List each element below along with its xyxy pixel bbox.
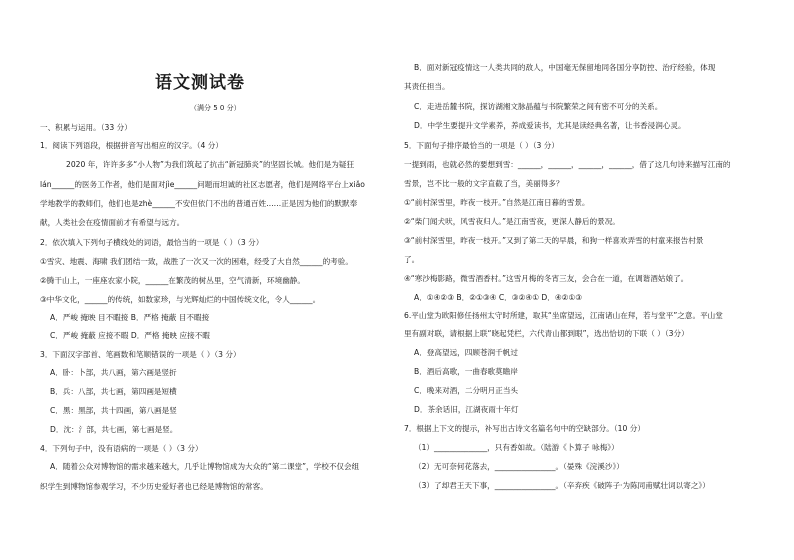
- option-c: C．晚来对酒，二分明月正当头: [414, 386, 519, 395]
- option-a: A．登高望远，四顾苍润千帆过: [414, 348, 518, 357]
- sentence-2: ②“柴门闻犬吠，风雪夜归人。”是江南雪夜，更深人静后的景况。: [404, 217, 620, 226]
- option-b: B．兵：八部，共七画，第四画是短横: [50, 387, 177, 396]
- option-c: C．黑：黑部，共十四画，第八画是竖: [50, 406, 177, 415]
- option-b-cont: 其责任担当。: [404, 82, 450, 91]
- question-3: 3．下面汉字部首、笔画数和笔顺错误的一项是（ ）（3 分）: [40, 350, 241, 359]
- fill-blank-2: （2）无可奈何花落去，________________。（晏殊《浣溪沙》）: [414, 462, 624, 471]
- question-1-text: lán______的医务工作者，他们是面对jìe______问题而坦诚的社区志愿者，他们是网络平台上xiǎo: [40, 180, 365, 189]
- sentence-1: ①“前村深雪里，昨夜一枝开。”自然是江南日暮的雪景。: [404, 198, 590, 207]
- question-2-sentence: ②腾干山上，一座座农家小院，______在繁茂的树丛里，空气清新，环境幽静。: [40, 276, 305, 285]
- option-a-cont: 织学生到博物馆参观学习，不少历史爱好者也已经是博物馆的常客。: [40, 482, 268, 491]
- question-7: 7．根据上下文的提示，补写出古诗文名篇名句中的空缺部分。（10 分）: [404, 424, 645, 433]
- question-4: 4．下列句子中，没有语病的一项是（ ）（3 分）: [40, 444, 203, 453]
- sentence-3-cont: 了。: [404, 255, 420, 264]
- question-1: 1．阅读下列语段，根据拼音写出相应的汉字。（4 分）: [40, 141, 223, 150]
- option-d: D．茶余话旧，江湖夜雨十年灯: [414, 405, 519, 414]
- option-a: A．随着公众对博物馆的需求越来越大，几乎让博物馆成为大众的“第二课堂”，学校不仅会组: [50, 462, 360, 471]
- option-b: B．酒后高歌，一曲春歌莫瞻岸: [414, 367, 518, 376]
- options-row: A．①④②③ B．②①③④ C．③②④① D．④②①③: [414, 293, 583, 302]
- sentence-4: ④“寒沙梅影路，微雪酒香村。”这雪月梅的冬宵三友，会合在一道，在调谐酒姑娘了。: [404, 274, 689, 283]
- section-heading: 一、积累与运用。（33 分）: [40, 123, 132, 132]
- exam-score-note: （满分 5 0 分）: [190, 104, 241, 112]
- option-d: D．沈：氵部，共七画，第七画是竖。: [50, 425, 178, 434]
- option-row: A．严峻 掩映 目不暇接 B．严格 掩蔽 目不暇接: [50, 313, 210, 322]
- question-5: 5．下面句子排序最恰当的一项是（ ）（3 分）: [404, 141, 559, 150]
- fill-blank-3: （3）了却君王天下事，________________。（辛弃疾《破阵子·为陈同甫赋壮词以寄之》）: [414, 481, 710, 490]
- question-2-sentence: ③中华文化，______的传统，如数家珍，与光辉灿烂的中国传统文化，令人______。: [40, 295, 321, 304]
- question-1-text: 献，人类社会在疫情面前才有希望与远方。: [40, 218, 185, 227]
- option-a: A．卧：卜部，共八画，第六画是竖折: [50, 368, 177, 377]
- option-row: C．严峻 掩蔽 应接不暇 D．严格 掩映 应接不暇: [50, 331, 210, 340]
- question-1-text: 2020 年，许许多多“小人物”为我们筑起了抗击“新冠肺炎”的坚固长城。他们是为疑狂: [66, 160, 355, 169]
- question-2-sentence: ①雪灾、地震、海啸 我们团结一致，战胜了一次又一次的困难，经受了大自然______的考验。: [40, 257, 353, 266]
- question-1-text: 学地教学的教师们，他们也是zhè______不安但依门不出的普通百姓……正是因为他们的默默奉: [40, 199, 358, 208]
- option-d: D．中学生要提升文学素养，养成爱读书，尤其是读经典名著，让书香浸润心灵。: [414, 121, 686, 130]
- sentence-3: ③“前村深雪里，昨夜一枝开。”又到了第二天的早晨，和狗一样喜欢弄雪的村童来报告村景: [404, 236, 704, 245]
- fill-blank-1: （1）______________，只有香如故。（陆游《卜算子 咏梅》）: [414, 443, 619, 452]
- option-c: C．走进岳麓书院，探访湖湘文脉晶蕴与书院繁荣之间有密不可分的关系。: [414, 102, 663, 111]
- question-6: 6.平山堂为欧阳修任扬州太守时所建，取其“坐席望远，江南诸山在拜，若与堂平”之意。平山堂: [404, 311, 723, 320]
- question-2: 2．依次填入下列句子横线处的词语，最恰当的一项是（ ）（3 分）: [40, 238, 264, 247]
- exam-title: 语文测试卷: [155, 73, 245, 93]
- question-6-text: 里有副对联，请根据上联“晓起凭栏，六代青山都到眼”，选出恰切的下联（ ）（3分）: [404, 329, 689, 338]
- option-b: B．面对新冠疫情这一人类共同的敌人，中国毫无保留地同各国分享防控、治疗经验，体现: [414, 63, 716, 72]
- question-5-text: 一提到雨，也就必然的要想到雪：______，______，______，______，借了这几句诗来描写江南的: [404, 160, 731, 169]
- question-5-text: 雪景，岂不比一般的文字直截了当，美丽得多？: [404, 179, 564, 188]
